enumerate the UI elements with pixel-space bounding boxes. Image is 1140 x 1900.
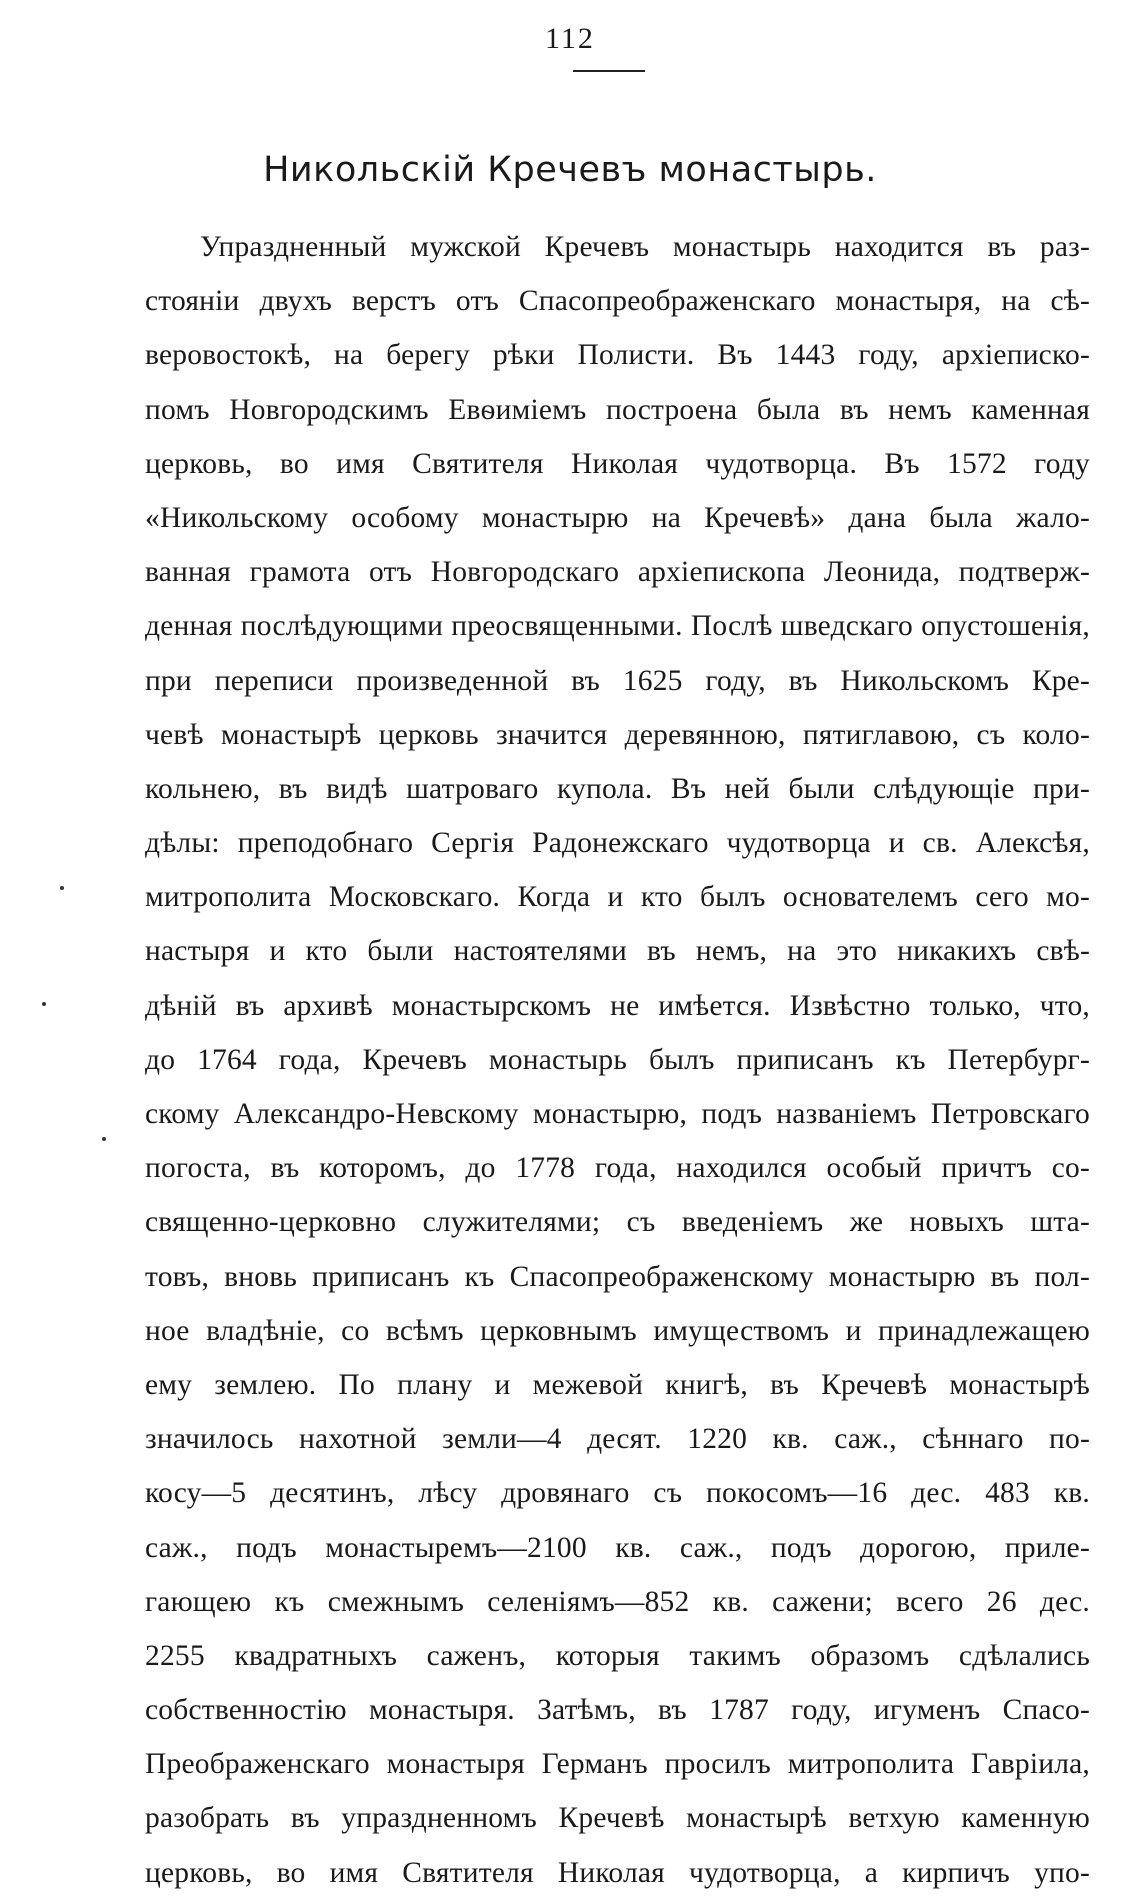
text-line: ему землею. По плану и межевой книгѣ, въ Кречевѣ монастырѣ xyxy=(145,1368,1090,1401)
text-line: собственностію монастыря. Затѣмъ, въ 1787 году, игуменъ Спасо- xyxy=(145,1694,1090,1727)
text-line: Преображенскаго монастыря Германъ просилъ митрополита Гавріила, xyxy=(145,1748,1090,1781)
text-line: помъ Новгородскимъ Евѳиміемъ построена была въ немъ каменная xyxy=(145,393,1090,426)
page-number-underline xyxy=(573,70,645,72)
text-line: дѣлы: преподобнаго Сергія Радонежскаго чудотворца и св. Алексѣя, xyxy=(145,827,1090,860)
text-line: ное владѣніе, со всѣмъ церковнымъ имуществомъ и принадлежащею xyxy=(145,1314,1090,1347)
text-line: скому Александро-Невскому монастырю, подъ названіемъ Петровскаго xyxy=(145,1098,1090,1130)
text-line: митрополита Московскаго. Когда и кто былъ основателемъ сего мо- xyxy=(145,881,1090,914)
text-line: значилось нахотной земли—4 десят. 1220 кв. саж., сѣннаго по- xyxy=(145,1423,1090,1456)
text-line: церковь, во имя Святителя Николая чудотворца, а кирпичъ упо- xyxy=(145,1856,1090,1889)
text-line: священно-церковно служителями; съ введеніемъ же новыхъ шта- xyxy=(145,1206,1090,1239)
text-line: настыря и кто были настоятелями въ немъ, на это никакихъ свѣ- xyxy=(145,935,1090,968)
text-line: 2255 квадратныхъ саженъ, которыя такимъ образомъ сдѣлались xyxy=(145,1639,1090,1672)
text-line: погоста, въ которомъ, до 1778 года, находился особый причтъ со- xyxy=(145,1152,1090,1185)
page-number: 112 xyxy=(545,22,595,55)
text-line: стояніи двухъ верстъ отъ Спасопреображенскаго монастыря, на сѣ- xyxy=(145,285,1090,318)
body-text xyxy=(145,220,1090,1900)
text-line: церковь, во имя Святителя Николая чудотворца. Въ 1572 году xyxy=(145,447,1090,480)
text-line: косу—5 десятинъ, лѣсу дровянаго съ покосомъ—16 дес. 483 кв. xyxy=(145,1477,1090,1510)
text-line: «Никольскому особому монастырю на Кречевѣ» дана была жало- xyxy=(145,501,1090,534)
margin-speck xyxy=(102,1137,106,1141)
text-line: веровостокѣ, на берегу рѣки Полисти. Въ 1443 году, архіеписко- xyxy=(145,339,1090,372)
text-line: саж., подъ монастыремъ—2100 кв. саж., подъ дорогою, приле- xyxy=(145,1531,1090,1564)
margin-speck xyxy=(42,1002,46,1006)
text-line: до 1764 года, Кречевъ монастырь былъ приписанъ къ Петербург- xyxy=(145,1043,1090,1076)
text-line: денная послѣдующими преосвященными. Послѣ шведскаго опустошенія, xyxy=(145,610,1090,643)
text-line: гающею къ смежнымъ селеніямъ—852 кв. сажени; всего 26 дес. xyxy=(145,1585,1090,1618)
text-line: Упраздненный мужской Кречевъ монастырь находится въ раз- xyxy=(200,231,1090,263)
chapter-title: Никольскій Кречевъ монастырь. xyxy=(263,150,877,190)
text-line: товъ, вновь приписанъ къ Спасопреображенскому монастырю въ пол- xyxy=(145,1260,1090,1293)
text-line: при переписи произведенной въ 1625 году, въ Никольскомъ Кре- xyxy=(145,664,1090,697)
text-line: дѣній въ архивѣ монастырскомъ не имѣется. Извѣстно только, что, xyxy=(145,989,1090,1022)
text-line: чевѣ монастырѣ церковь значится деревянною, пятиглавою, съ коло- xyxy=(145,718,1090,751)
text-line: разобрать въ упраздненномъ Кречевѣ монастырѣ ветхую каменную xyxy=(145,1802,1090,1835)
text-line: ванная грамота отъ Новгородскаго архіепископа Леонида, подтверж- xyxy=(145,556,1090,589)
text-line: кольнею, въ видѣ шатроваго купола. Въ ней были слѣдующіе при- xyxy=(145,772,1090,805)
margin-speck xyxy=(60,886,64,890)
